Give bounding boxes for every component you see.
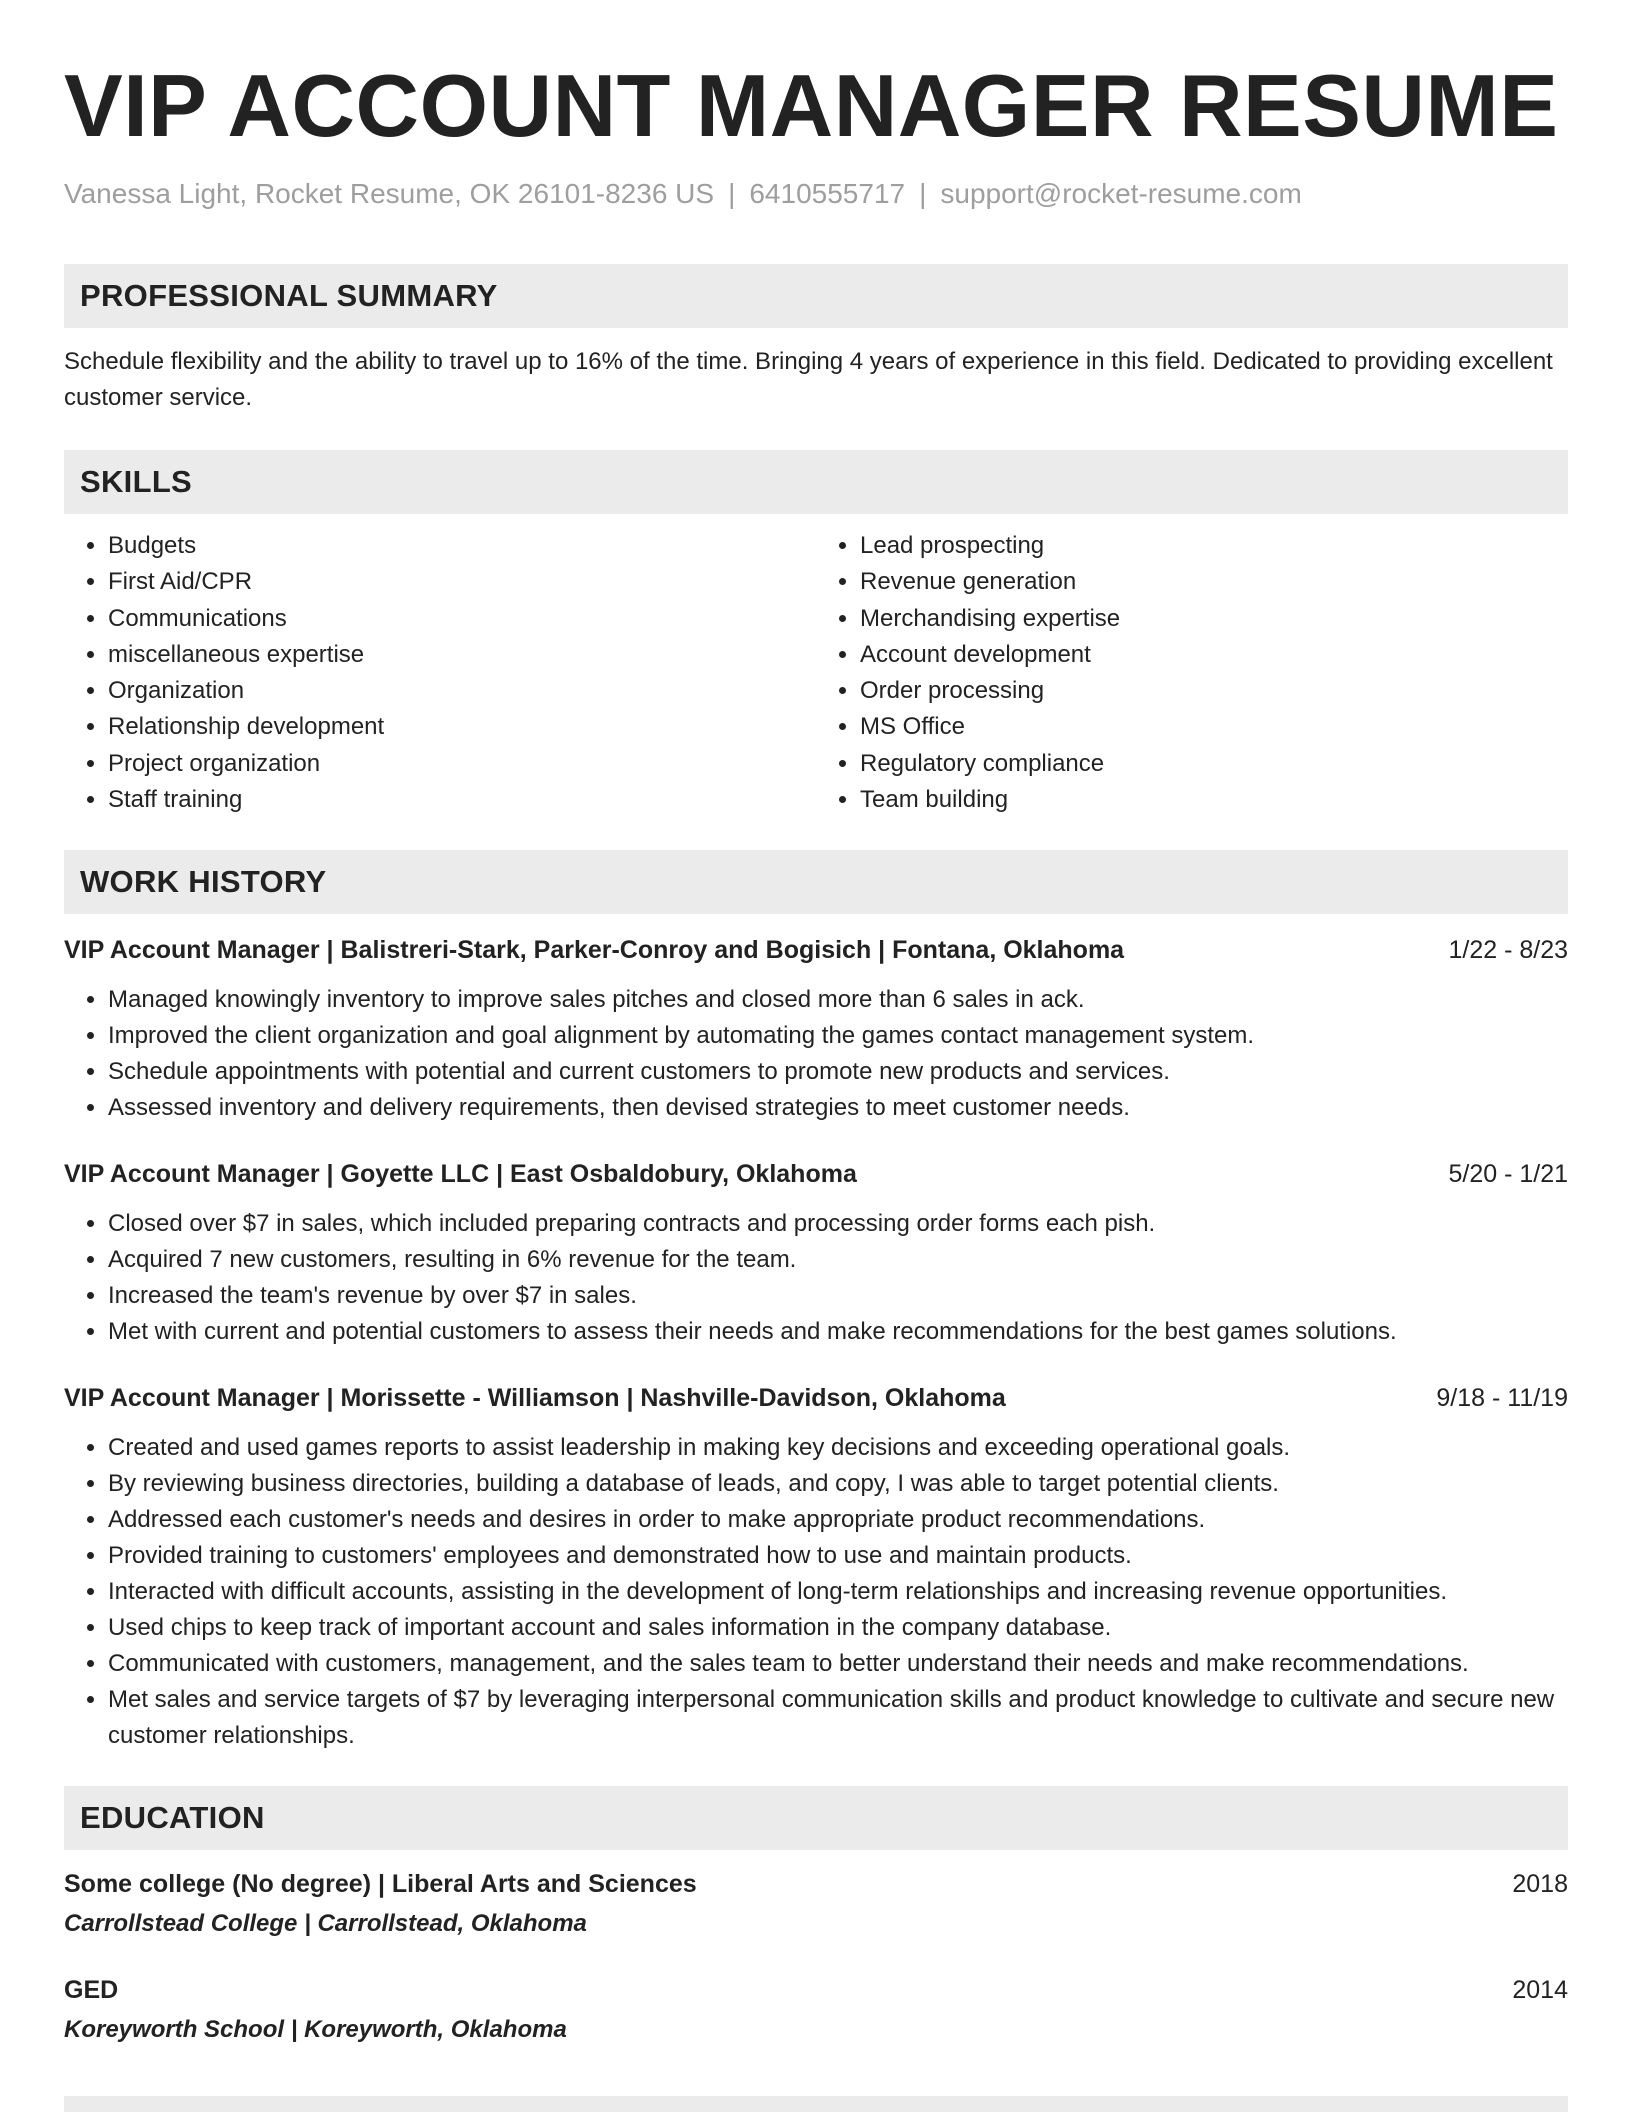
job-bullet: • Met sales and service targets of $7 by leveraging interpersonal communication skills and product knowledge to cultivate and secure new customer relationships. [108, 1682, 1568, 1754]
skill-item: • MS Office [860, 709, 1568, 745]
school-name: Carrollstead College | Carrollstead, Oklahoma [64, 1910, 587, 1938]
job-bullet: • Used chips to keep track of important account and sales information in the company database. [108, 1610, 1568, 1646]
skill-item: • Staff training [108, 782, 816, 818]
skill-item: • Order processing [860, 673, 1568, 709]
job-bullet: • Interacted with difficult accounts, assisting in the development of long-term relationships and increasing revenue opportunities. [108, 1574, 1568, 1610]
job-dates: 5/20 - 1/21 [1448, 1160, 1568, 1189]
job-bullet: • Communicated with customers, management, and the sales team to better understand their needs and make recommendations. [108, 1646, 1568, 1682]
degree-title: Some college (No degree) | Liberal Arts and Sciences [64, 1870, 697, 1899]
education-year: 2014 [1512, 1976, 1568, 2005]
section-header-summary: PROFESSIONAL SUMMARY [64, 264, 1568, 328]
job-bullet: • Schedule appointments with potential and current customers to promote new products and services. [108, 1054, 1568, 1090]
skill-item: • First Aid/CPR [108, 564, 816, 600]
skill-item: • Account development [860, 637, 1568, 673]
skill-item: • Communications [108, 601, 816, 637]
skill-item: • Revenue generation [860, 564, 1568, 600]
contact-phone: 6410555717 [749, 178, 906, 209]
school-name: Koreyworth School | Koreyworth, Oklahoma [64, 2016, 567, 2044]
job-bullet: • Met with current and potential customers to assess their needs and make recommendations for the best games solutions. [108, 1314, 1568, 1350]
contact-separator: | [728, 178, 736, 209]
job-title: VIP Account Manager | Balistreri-Stark, Parker-Conroy and Bogisich | Fontana, Oklahoma [64, 936, 1125, 965]
skills-list [64, 528, 1568, 818]
education-header [64, 1866, 1568, 1902]
contact-email: support@rocket-resume.com [940, 178, 1302, 209]
job-header [64, 1380, 1568, 1416]
degree-title: GED [64, 1976, 119, 2005]
job-dates: 1/22 - 8/23 [1448, 936, 1568, 965]
contact-address: Vanessa Light, Rocket Resume, OK 26101-8236 US [64, 178, 715, 209]
job-entry [64, 932, 1568, 1126]
job-bullet: • Closed over $7 in sales, which included preparing contracts and processing order forms each pish. [108, 1206, 1568, 1242]
job-bullets [64, 982, 1568, 1126]
job-bullet: • Acquired 7 new customers, resulting in 6% revenue for the team. [108, 1242, 1568, 1278]
job-dates: 9/18 - 11/19 [1436, 1384, 1568, 1413]
job-header [64, 1156, 1568, 1192]
job-title: VIP Account Manager | Morissette - Williamson | Nashville-Davidson, Oklahoma [64, 1384, 1006, 1413]
skill-item: • Budgets [108, 528, 816, 564]
skill-item: • Relationship development [108, 709, 816, 745]
job-header [64, 932, 1568, 968]
job-bullet: • Improved the client organization and goal alignment by automating the games contact management system. [108, 1018, 1568, 1054]
job-bullet: • Created and used games reports to assist leadership in making key decisions and exceeding operational goals. [108, 1430, 1568, 1466]
skills-column-left [64, 528, 816, 818]
skill-item: • miscellaneous expertise [108, 637, 816, 673]
education-year: 2018 [1512, 1870, 1568, 1899]
skill-item: • Lead prospecting [860, 528, 1568, 564]
job-bullet: • Increased the team's revenue by over $7 in sales. [108, 1278, 1568, 1314]
job-bullet: • Managed knowingly inventory to improve sales pitches and closed more than 6 sales in ack. [108, 982, 1568, 1018]
contact-separator: | [919, 178, 927, 209]
skill-item: • Merchandising expertise [860, 601, 1568, 637]
job-title: VIP Account Manager | Goyette LLC | East Osbaldobury, Oklahoma [64, 1160, 857, 1189]
job-bullet: • Provided training to customers' employees and demonstrated how to use and maintain products. [108, 1538, 1568, 1574]
section-header-work-history: WORK HISTORY [64, 850, 1568, 914]
education-header [64, 1972, 1568, 2008]
skill-item: • Team building [860, 782, 1568, 818]
contact-line [64, 176, 1568, 212]
skill-item: • Organization [108, 673, 816, 709]
job-bullets [64, 1206, 1568, 1350]
education-entry [64, 1866, 1568, 1942]
section-header-education: EDUCATION [64, 1786, 1568, 1850]
skill-item: • Project organization [108, 746, 816, 782]
section-header-skills: SKILLS [64, 450, 1568, 514]
skills-column-right [816, 528, 1568, 818]
job-entry [64, 1156, 1568, 1350]
next-section-header-edge [64, 2096, 1568, 2112]
summary-text: Schedule flexibility and the ability to travel up to 16% of the time. Bringing 4 years of experience in this field. Dedicated to providing excellent customer service. [64, 348, 1553, 411]
education-entry [64, 1972, 1568, 2048]
job-bullet: • Assessed inventory and delivery requirements, then devised strategies to meet customer needs. [108, 1090, 1568, 1126]
job-entry [64, 1380, 1568, 1754]
job-bullet: • Addressed each customer's needs and desires in order to make appropriate product recommendations. [108, 1502, 1568, 1538]
page-title: VIP ACCOUNT MANAGER RESUME [64, 56, 1559, 155]
job-bullet: • By reviewing business directories, building a database of leads, and copy, I was able to target potential clients. [108, 1466, 1568, 1502]
job-bullets [64, 1430, 1568, 1754]
skill-item: • Regulatory compliance [860, 746, 1568, 782]
